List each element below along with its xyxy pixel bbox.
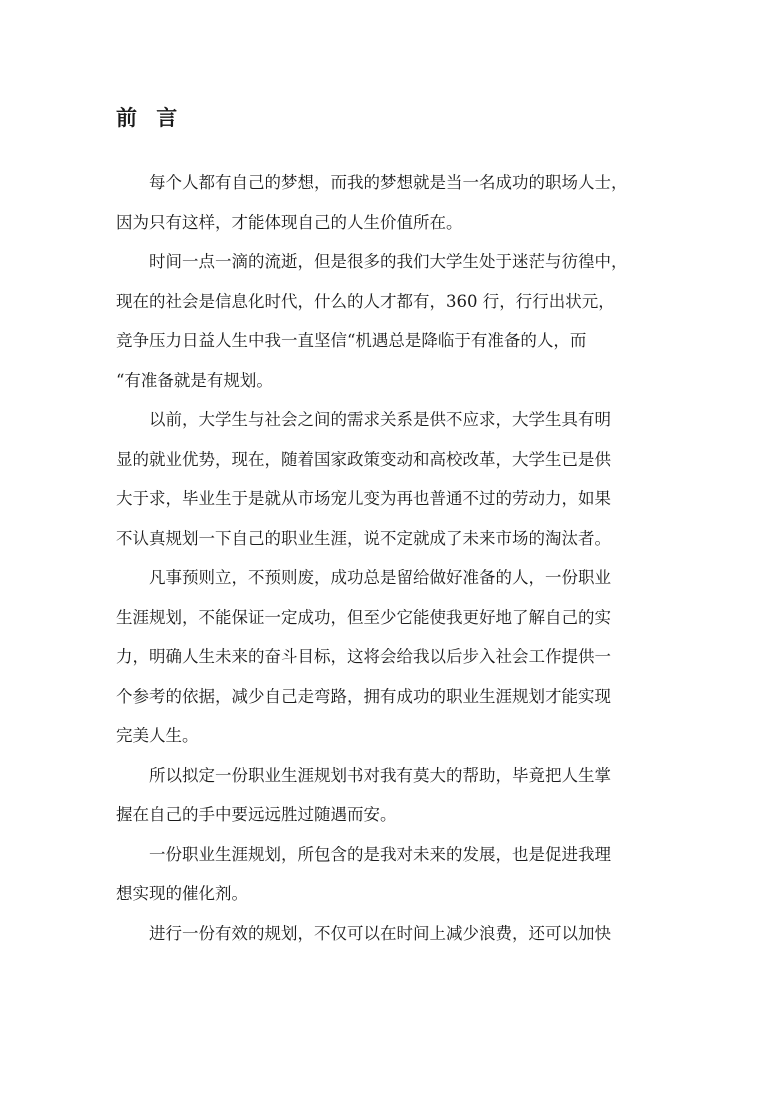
paragraph-line: 不认真规划一下自己的职业生涯，说不定就成了未来市场的淘汰者。 (116, 528, 611, 548)
paragraph-line: 凡事预则立，不预则废，成功总是留给做好准备的人，一份职业 (149, 568, 611, 587)
paragraph-line: 所以拟定一份职业生涯规划书对我有莫大的帮助，毕竟把人生掌 (149, 765, 611, 785)
paragraph-line: 握在自己的手中要远远胜过随遇而安。 (116, 805, 397, 824)
paragraph-line: 因为只有这样，才能体现自己的人生价值所在。 (116, 212, 463, 232)
page-title: 前 言 (116, 105, 184, 130)
paragraph-line: 现在的社会是信息化时代，什么的人才都有，360 行，行行出状元， (116, 291, 615, 311)
paragraph-line: 力，明确人生未来的奋斗目标，这将会给我以后步入社会工作提供一 (116, 647, 611, 666)
paragraph-line: 显的就业优势，现在，随着国家政策变动和高校改革，大学生已是供 (116, 449, 611, 469)
paragraph-line: 个参考的依据，减少自己走弯路，拥有成功的职业生涯规划才能实现 (116, 686, 611, 706)
paragraph-5 (116, 756, 676, 835)
paragraph-line: 每个人都有自己的梦想，而我的梦想就是当一名成功的职场人士， (149, 173, 628, 192)
paragraph-line: 竞争压力日益人生中我一直坚信“机遇总是降临于有准备的人，而 (116, 331, 587, 350)
paragraph-line: 完美人生。 (116, 726, 199, 745)
paragraph-3 (116, 400, 676, 558)
paragraph-line: 进行一份有效的规划，不仅可以在时间上减少浪费，还可以加快 (149, 923, 611, 943)
document-body (116, 163, 676, 953)
paragraph-2 (116, 242, 676, 400)
paragraph-line: 以前，大学生与社会之间的需求关系是供不应求，大学生具有明 (149, 410, 611, 429)
paragraph-line: 想实现的催化剂。 (116, 884, 248, 903)
paragraph-6 (116, 835, 676, 914)
paragraph-7 (116, 914, 676, 954)
paragraph-line: 生涯规划，不能保证一定成功，但至少它能使我更好地了解自己的实 (116, 607, 611, 627)
paragraph-line: 大于求，毕业生于是就从市场宠儿变为再也普通不过的劳动力，如果 (116, 489, 611, 508)
paragraph-line: 时间一点一滴的流逝，但是很多的我们大学生处于迷茫与彷徨中， (149, 252, 628, 271)
paragraph-line: 一份职业生涯规划，所包含的是我对未来的发展，也是促进我理 (149, 844, 611, 864)
paragraph-1 (116, 163, 676, 242)
paragraph-line: “有准备就是有规划。 (116, 370, 273, 390)
paragraph-4 (116, 558, 676, 756)
